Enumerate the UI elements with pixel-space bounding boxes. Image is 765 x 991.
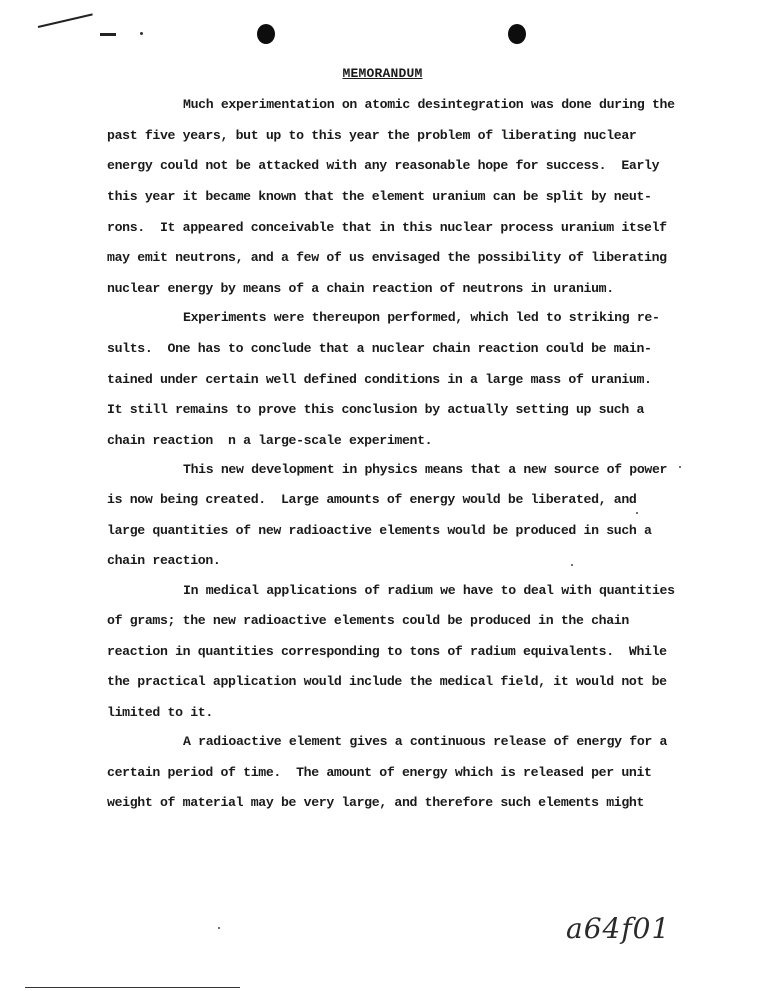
- punch-hole-right: [508, 24, 526, 44]
- text-line: tained under certain well defined conditions in a large mass of uranium.: [107, 372, 652, 387]
- memo-title: MEMORANDUM: [342, 66, 423, 81]
- pen-mark-short: [100, 33, 116, 36]
- text-line: the practical application would include the medical field, it would not be: [107, 674, 667, 689]
- paper-speck: [218, 927, 220, 929]
- text-line: nuclear energy by means of a chain reaction of neutrons in uranium.: [107, 281, 614, 296]
- text-line: certain period of time. The amount of energy which is released per unit: [107, 765, 652, 780]
- text-line: energy could not be attacked with any reasonable hope for success. Early: [107, 158, 660, 173]
- text-line: reaction in quantities corresponding to tons of radium equivalents. While: [107, 644, 667, 659]
- text-line: It still remains to prove this conclusion by actually setting up such a: [107, 402, 645, 417]
- text-line: large quantities of new radioactive elements would be produced in such a: [107, 523, 652, 538]
- text-line: is now being created. Large amounts of energy would be liberated, and: [107, 492, 637, 507]
- text-line: chain reaction n a large-scale experiment.: [107, 433, 433, 448]
- text-line: this year it became known that the element uranium can be split by neut-: [107, 189, 652, 204]
- pen-dot: [140, 32, 143, 35]
- text-line: Experiments were thereupon performed, which led to striking re-: [183, 310, 660, 325]
- text-line: weight of material may be very large, and therefore such elements might: [107, 795, 645, 810]
- paper-speck: [679, 466, 681, 468]
- punch-hole-left: [257, 24, 275, 44]
- text-line: In medical applications of radium we have to deal with quantities: [183, 583, 675, 598]
- text-line: rons. It appeared conceivable that in this nuclear process uranium itself: [107, 220, 667, 235]
- text-line: past five years, but up to this year the problem of liberating nuclear: [107, 128, 637, 143]
- text-line: sults. One has to conclude that a nuclear chain reaction could be main-: [107, 341, 652, 356]
- paper-speck: [571, 564, 573, 566]
- text-line: limited to it.: [107, 705, 213, 720]
- text-line: may emit neutrons, and a few of us envisaged the possibility of liberating: [107, 250, 667, 265]
- bottom-rule: [25, 987, 240, 988]
- text-line: Much experimentation on atomic desintegration was done during the: [183, 97, 675, 112]
- handwritten-archive-number: a64f01: [566, 912, 671, 945]
- pen-mark: [38, 13, 93, 28]
- text-line: of grams; the new radioactive elements could be produced in the chain: [107, 613, 629, 628]
- text-line: This new development in physics means that a new source of power: [183, 462, 668, 477]
- text-line: chain reaction.: [107, 553, 221, 568]
- text-line: A radioactive element gives a continuous release of energy for a: [183, 734, 668, 749]
- paper-speck: [636, 512, 638, 514]
